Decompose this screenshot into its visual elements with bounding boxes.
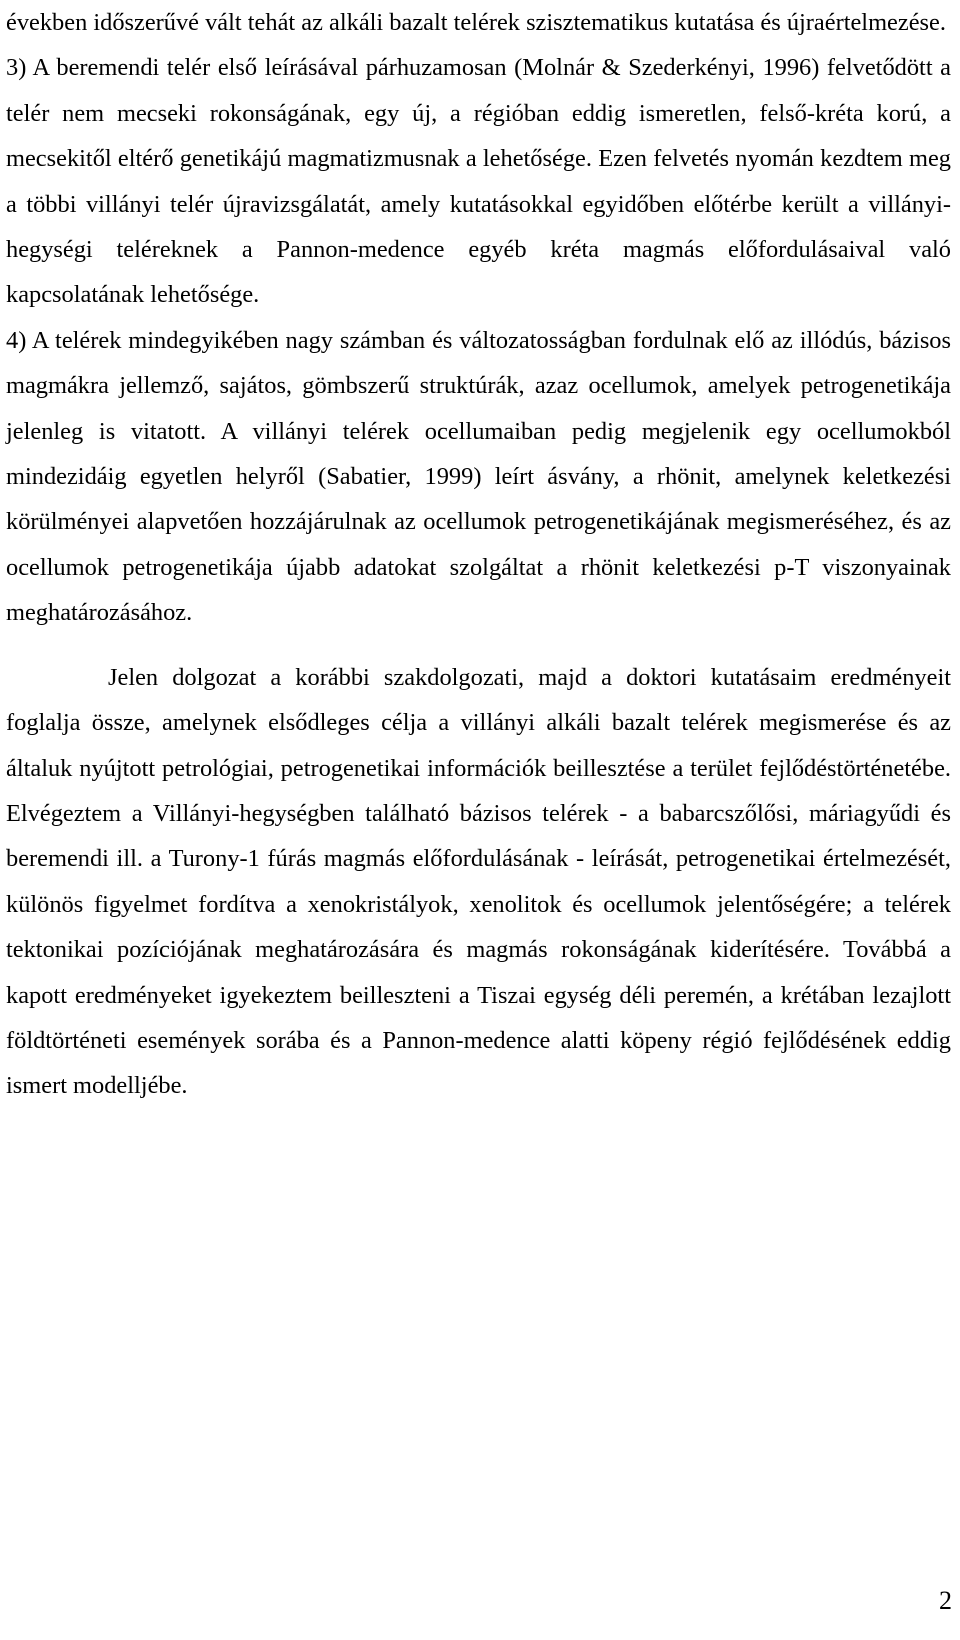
continuation-paragraph: években időszerűvé vált tehát az alkáli bazalt telérek szisztematikus kutatása és újraértelmezése. <box>6 9 946 36</box>
paragraph-item-4: 4) A telérek mindegyikében nagy számban és változatosságban fordulnak elő az illódús, bázisos magmákra jellemző, sajátos, gömbszerű struktúrák, azaz ocellumok, amelyek petrogenetikája jelenleg is vitatott. A villányi telérek ocellumaiban pedig megjelenik egy ocellumokból mindezidáig egyetlen helyről (Sabatier, 1999) leírt ásvány, a rhönit, amelynek keletkezési körülményei alapvetően hozzájárulnak az ocellumok petrogenetikájának megismeréséhez, és az ocellumok petrogenetikája újabb adatokat szolgáltat a rhönit keletkezési p-T viszonyainak meghatározásához. <box>6 326 951 627</box>
page-number: 2 <box>939 1586 952 1615</box>
paragraph-item-3: 3) A beremendi telér első leírásával párhuzamosan (Molnár & Szederkényi, 1996) felvetődött a telér nem mecseki rokonságának, egy új, a régióban eddig ismeretlen, felső-kréta korú, a mecsekitől eltérő genetikájú magmatizmusnak a lehetősége. Ezen felvetés nyomán kezdtem meg a többi villányi telér újravizsgálatát, amely kutatásokkal egyidőben előtérbe került a villányi-hegységi teléreknek a Pannon-medence egyéb kréta magmás előfordulásaival való kapcsolatának lehetősége. <box>6 54 951 309</box>
text-block-1 <box>6 0 951 636</box>
document-page <box>6 0 951 1109</box>
indented-paragraph: Jelen dolgozat a korábbi szakdolgozati, majd a doktori kutatásaim eredményeit foglalja össze, amelynek elsődleges célja a villányi alkáli bazalt telérek megismerése és az általuk nyújtott petrológiai, petrogenetikai információk beillesztése a terület fejlődéstörténetébe. Elvégeztem a Villányi-hegységben található bázisos telérek - a babarcszőlősi, máriagyűdi és beremendi ill. a Turony-1 fúrás magmás előfordulásának - leírását, petrogenetikai értelmezését, különös figyelmet fordítva a xenokristályok, xenolitok és ocellumok jelentőségére; a telérek tektonikai pozíciójának meghatározására és magmás rokonságának kiderítésére. Továbbá a kapott eredményeket igyekeztem beilleszteni a Tiszai egység déli peremén, a krétában lezajlott földtörténeti események sorába és a Pannon-medence alatti köpeny régió fejlődésének eddig ismert modelljébe. <box>6 663 951 1100</box>
